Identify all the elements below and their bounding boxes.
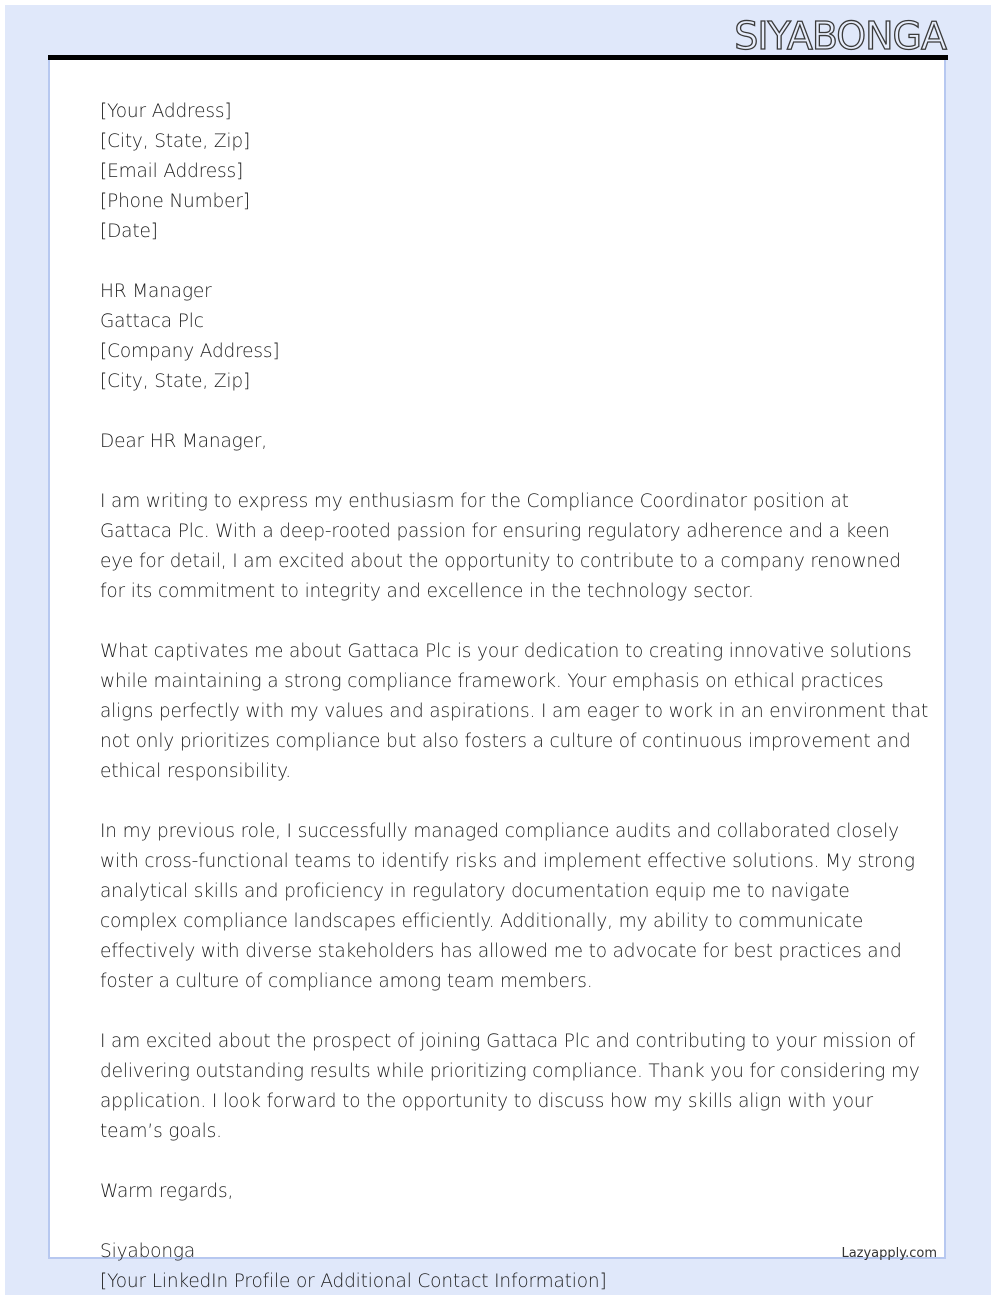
paragraph-line: aligns perfectly with my values and aspirations. I am eager to work in an environment that — [100, 701, 929, 722]
paragraph-line: analytical skills and proficiency in regulatory documentation equip me to navigate — [100, 881, 850, 902]
spacer — [100, 1207, 900, 1237]
paragraph-line: effectively with diverse stakeholders has allowed me to advocate for best practices and — [100, 941, 902, 962]
paragraph-line: ethical responsibility. — [100, 761, 291, 782]
spacer — [100, 997, 900, 1027]
recipient-company: Gattaca Plc — [100, 311, 204, 332]
spacer — [100, 1147, 900, 1177]
paragraph-line: team’s goals. — [100, 1121, 222, 1142]
paragraph-line: for its commitment to integrity and excellence in the technology sector. — [100, 581, 754, 602]
paragraph-2 — [100, 637, 929, 787]
paragraph-line: application. I look forward to the opportunity to discuss how my skills align with your — [100, 1091, 873, 1112]
paragraph-line: In my previous role, I successfully managed compliance audits and collaborated closely — [100, 821, 899, 842]
paragraph-line: Gattaca Plc. With a deep-rooted passion for ensuring regulatory adherence and a keen — [100, 521, 890, 542]
paragraph-line: I am writing to express my enthusiasm for the Compliance Coordinator position at — [100, 491, 849, 512]
sender-address: [Your Address] — [100, 101, 232, 122]
spacer — [100, 457, 900, 487]
recipient-block — [100, 277, 900, 397]
signature-contact: [Your LinkedIn Profile or Additional Contact Information] — [100, 1271, 607, 1292]
paragraph-line: complex compliance landscapes efficiently. Additionally, my ability to communicate — [100, 911, 864, 932]
spacer — [100, 607, 900, 637]
paragraph-line: delivering outstanding results while prioritizing compliance. Thank you for considering my — [100, 1061, 920, 1082]
paragraph-line: What captivates me about Gattaca Plc is your dedication to creating innovative solutions — [100, 641, 912, 662]
recipient-address: [Company Address] — [100, 341, 280, 362]
paragraph-3 — [100, 817, 915, 997]
brand-name: SIYABONGA — [734, 14, 946, 58]
letter-date: [Date] — [100, 221, 158, 242]
paragraph-4 — [100, 1027, 920, 1147]
sender-phone: [Phone Number] — [100, 191, 250, 212]
sender-email: [Email Address] — [100, 161, 244, 182]
paragraph-line: not only prioritizes compliance but also fosters a culture of continuous improvement and — [100, 731, 911, 752]
spacer — [100, 787, 900, 817]
paragraph-line: while maintaining a strong compliance framework. Your emphasis on ethical practices — [100, 671, 884, 692]
closing: Warm regards, — [100, 1181, 234, 1202]
paragraph-line: with cross-functional teams to identify risks and implement effective solutions. My strong — [100, 851, 915, 872]
paragraph-line: foster a culture of compliance among team members. — [100, 971, 593, 992]
watermark: Lazyapply.com — [841, 1246, 937, 1261]
spacer — [100, 247, 900, 277]
sender-city-state-zip: [City, State, Zip] — [100, 131, 251, 152]
paragraph-line: I am excited about the prospect of joining Gattaca Plc and contributing to your mission of — [100, 1031, 916, 1052]
signature-name: Siyabonga — [100, 1241, 196, 1262]
sender-block — [100, 97, 900, 247]
cover-letter — [100, 97, 929, 1297]
spacer — [100, 397, 900, 427]
recipient-city-state-zip: [City, State, Zip] — [100, 371, 251, 392]
recipient-title: HR Manager — [100, 281, 212, 302]
paragraph-1 — [100, 487, 900, 607]
paragraph-line: eye for detail, I am excited about the opportunity to contribute to a company renowned — [100, 551, 901, 572]
salutation: Dear HR Manager, — [100, 431, 268, 452]
